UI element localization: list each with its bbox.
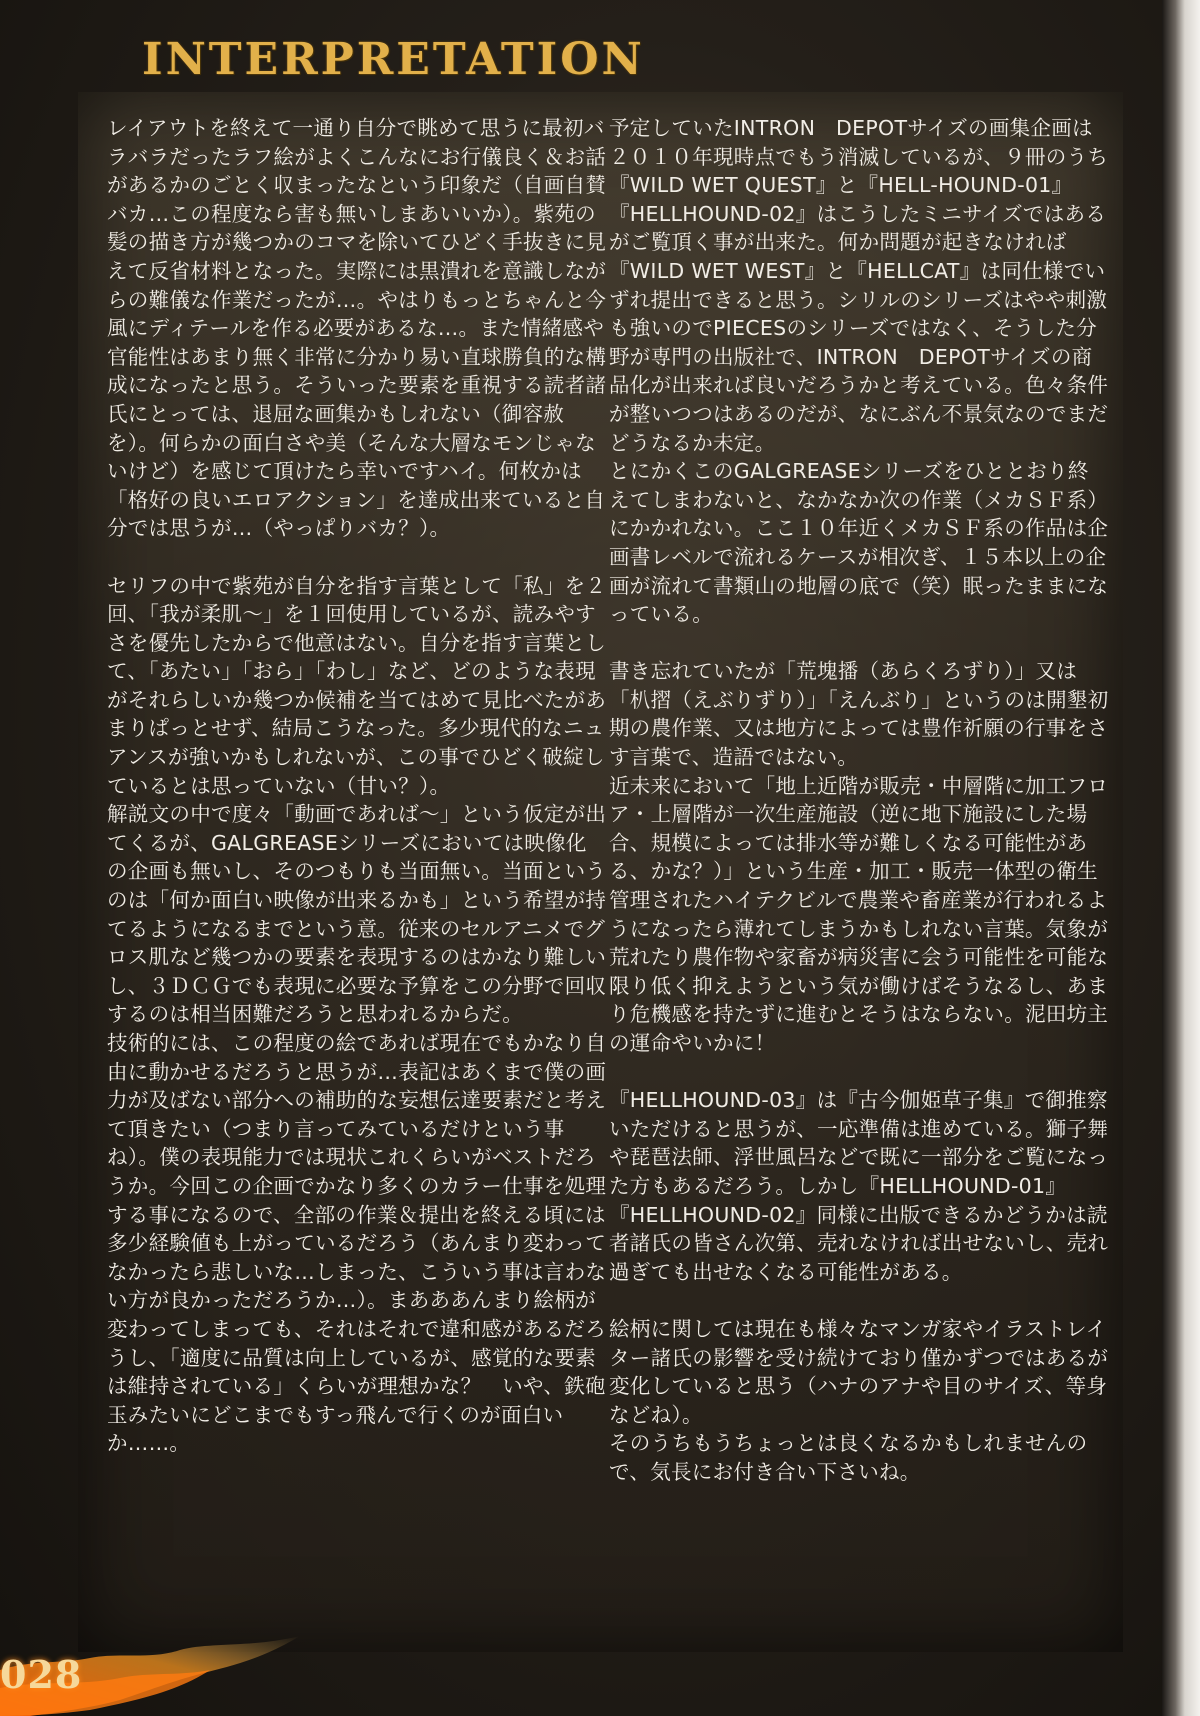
paragraph: とにかくこのGALGREASEシリーズをひととおり終えてしまわないと、なかなか次の作業（メカＳＦ系）にかかれない。ここ１０年近くメカＳＦ系の作品は企画書レベルで流れるケースが相次ぎ、１５本以上の企画が流れて書類山の地層の底で（笑）眠ったままになっている。 bbox=[609, 459, 1109, 627]
paragraph: 『HELLHOUND-03』は『古今伽姫草子集』で御推察いただけると思うが、一応準備は進めている。獅子舞や琵琶法師、浮世風呂などで既に一部分をご覧になった方もあるだろう。しかし『HELLHOUND-01』『HELLHOUND-02』同様に出版できるかどうかは読者諸氏の皆さん次第、売れなければ出せないし、売れ過ぎても出せなくなる可能性がある。 bbox=[609, 1088, 1109, 1284]
paragraph-gap bbox=[609, 629, 1109, 658]
page-number: 028 bbox=[0, 1652, 83, 1697]
paragraph: 解説文の中で度々「動画であれば～」という仮定が出てくるが、GALGREASEシリーズにおいては映像化の企画も無いし、そのつもりも当面無い。当面というのは「何か面白い映像が出来るかも」という希望が持てるようになるまでという意。従来のセルアニメでグロス肌など幾つかの要素を表現するのはかなり難しいし、３ＤＣＧでも表現に必要な予算をこの分野で回収するのは相当困難だろうと思われるからだ。 bbox=[107, 802, 607, 1027]
paragraph: 近未来において「地上近階が販売・中層階に加工フロア・上層階が一次生産施設（逆に地下施設にした場合、規模によっては排水等が難しくなる可能性がある、かな？）」という生産・加工・販売一体型の衛生管理されたハイテクビルで農業や畜産業が行われるようになったら薄れてしまうかもしれない言葉。気象が荒れたり農作物や家畜が病災害に会う可能性を可能な限り低く抑えようという気が働けばそうなるし、あまり危機感を持たずに進むとそうはならない。泥田坊主の運命やいかに！ bbox=[609, 773, 1109, 1055]
paragraph-gap bbox=[609, 1286, 1109, 1315]
paragraph: 絵柄に関しては現在も様々なマンガ家やイラストレイター諸氏の影響を受け続けており僅かずつではあるが変化していると思う（ハナのアナや目のサイズ、等身などね）。 bbox=[609, 1316, 1109, 1427]
right-column bbox=[609, 114, 1109, 1487]
torn-page-edge bbox=[1162, 0, 1200, 1716]
paragraph-gap bbox=[609, 1058, 1109, 1087]
left-column bbox=[107, 114, 607, 1458]
paragraph: 技術的には、この程度の絵であれば現在でもかなり自由に動かせるだろうと思うが…表記はあくまで僕の画力が及ばない部分への補助的な妄想伝達要素だと考えて頂きたい（つまり言ってみているだけという事ね）。僕の表現能力では現状これくらいがベストだろうか。今回この企画でかなり多くのカラー仕事を処理する事になるので、全部の作業＆提出を終える頃には多少経験値も上がっているだろう（あんまり変わってなかったら悲しいな…しまった、こういう事は言わない方が良かっただろうか…）。まあああんまり絵柄が変わってしまっても、それはそれで違和感があるだろうし、「適度に品質は向上しているが、感覚的な要素は維持されている」くらいが理想かな？ いや、鉄砲玉みたいにどこまでもすっ飛んで行くのが面白いか……。 bbox=[107, 1031, 607, 1456]
paragraph: そのうちもうちょっとは良くなるかもしれませんので、気長にお付き合い下さいね。 bbox=[609, 1431, 1088, 1484]
page-title: INTERPRETATION bbox=[142, 34, 645, 85]
paragraph: セリフの中で紫苑が自分を指す言葉として「私」を２回、「我が柔肌～」を１回使用しているが、読みやすさを優先したからで他意はない。自分を指す言葉として、「あたい」「おら」「わし」など、どのような表現がそれらしいか幾つか候補を当てはめて見比べたがあまりぱっとせず、結局こうなった。多少現代的なニュアンスが強いかもしれないが、この事でひどく破綻しているとは思っていない（甘い？）。 bbox=[107, 573, 607, 798]
paragraph: 書き忘れていたが「荒塊播（あらくろずり）」又は「朳摺（えぶりずり）」「えんぶり」というのは開墾初期の農作業、又は地方によっては豊作祈願の行事をさす言葉で、造語ではない。 bbox=[609, 659, 1109, 770]
paragraph-gap bbox=[107, 543, 607, 572]
paragraph: 予定していたINTRON DEPOTサイズの画集企画は２０１０年現時点でもう消滅しているが、９冊のうち『WILD WET QUEST』と『HELL-HOUND-01』『HELLHOUND-02』はこうしたミニサイズではあるがご覧頂く事が出来た。何か問題が起きなければ『WILD WET WEST』と『HELLCAT』は同仕様でいずれ提出できると思う。シリルのシリーズはやや刺激も強いのでPIECESのシリーズではなく、そうした分野が専門の出版社で、INTRON DEPOTサイズの商品化が出来れば良いだろうかと考えている。色々条件が整いつつはあるのだが、なにぶん不景気なのでまだどうなるか未定。 bbox=[609, 116, 1109, 455]
paragraph: レイアウトを終えて一通り自分で眺めて思うに最初バラバラだったラフ絵がよくこんなにお行儀良く＆お話があるかのごとく収まったなという印象だ（自画自賛バカ…この程度なら害も無いしまあいいか）。紫苑の髪の描き方が幾つかのコマを除いてひどく手抜きに見えて反省材料となった。実際には黒潰れを意識しながらの難儀な作業だったが…。やはりもっとちゃんと今風にディテールを作る必要があるな…。また情緒感や官能性はあまり無く非常に分かり易い直球勝負的な構成になったと思う。そういった要素を重視する読者諸氏にとっては、退屈な画集かもしれない（御容赦を）。何らかの面白さや美（そんな大層なモンじゃないけど）を感じて頂けたら幸いですハイ。何枚かは「格好の良いエロアクション」を達成出来ていると自分では思うが…（やっぱりバカ？）。 bbox=[107, 116, 607, 541]
